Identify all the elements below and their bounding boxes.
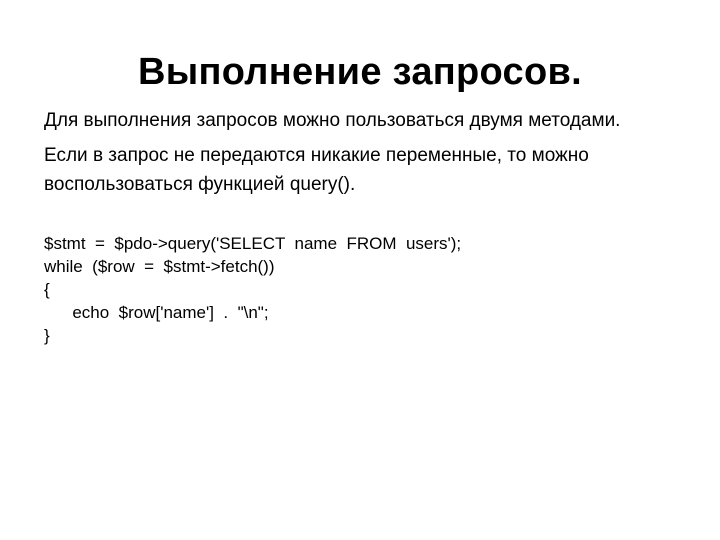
code-block bbox=[44, 232, 684, 347]
code-line: $stmt = $pdo->query('SELECT name FROM users'); bbox=[44, 234, 462, 253]
code-line: while ($row = $stmt->fetch()) bbox=[44, 257, 275, 276]
slide-title: Выполнение запросов. bbox=[137, 51, 582, 93]
slide-body bbox=[44, 106, 684, 347]
paragraph-methods: Для выполнения запросов можно пользоваться двумя методами. bbox=[44, 110, 621, 131]
code-line: { bbox=[44, 280, 50, 299]
paragraph-query: Если в запрос не передаются никакие переменные, то можно воспользоваться функцией query(). bbox=[44, 145, 589, 195]
code-line: } bbox=[44, 326, 50, 345]
spacer bbox=[44, 205, 684, 232]
code-line: echo $row['name'] . "\n"; bbox=[44, 303, 269, 322]
